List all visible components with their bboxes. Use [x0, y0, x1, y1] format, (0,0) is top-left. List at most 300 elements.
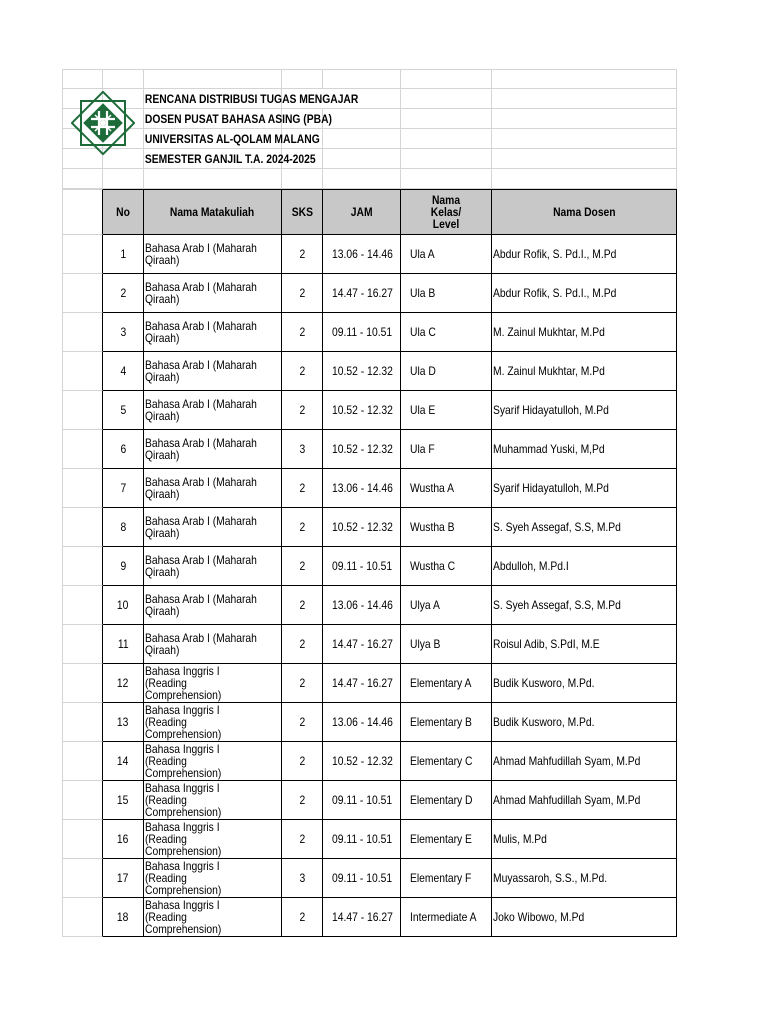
cell-no-text: 14	[117, 754, 129, 768]
cell-jam[interactable]	[323, 430, 401, 469]
cell-kelas[interactable]	[401, 664, 492, 703]
cell-kelas-text: Elementary D	[410, 793, 473, 807]
cell-sks[interactable]	[282, 508, 323, 547]
cell-matakuliah-text: Bahasa Inggris I (Reading Comprehension)	[145, 820, 222, 858]
cell[interactable]	[492, 89, 677, 109]
cell-dosen[interactable]	[492, 742, 677, 781]
cell-dosen[interactable]	[492, 781, 677, 820]
cell-sks-text: 2	[299, 637, 305, 651]
title-line-4: SEMESTER GANJIL T.A. 2024-2025	[144, 151, 316, 166]
cell-no-text: 12	[117, 676, 129, 690]
cell-dosen[interactable]	[492, 508, 677, 547]
cell-no[interactable]	[103, 274, 144, 313]
cell-jam[interactable]	[323, 625, 401, 664]
header-sks[interactable]	[282, 189, 323, 235]
cell-dosen-text: Mulis, M.Pd	[493, 832, 547, 846]
cell-kelas[interactable]	[401, 547, 492, 586]
cell[interactable]	[62, 664, 103, 703]
cell-dosen-text: Budik Kusworo, M.Pd.	[493, 676, 595, 690]
cell-jam-text: 09.11 - 10.51	[332, 559, 393, 573]
table-row	[62, 352, 678, 391]
cell-jam[interactable]	[323, 352, 401, 391]
cell-kelas-text: Ula C	[410, 325, 436, 339]
cell-dosen[interactable]	[492, 703, 677, 742]
cell[interactable]	[62, 625, 103, 664]
cell[interactable]	[282, 169, 323, 189]
cell-kelas-text: Elementary B	[410, 715, 472, 729]
cell-kelas-text: Ulya B	[410, 637, 441, 651]
cell-kelas[interactable]	[401, 508, 492, 547]
cell-dosen-text: Abdulloh, M.Pd.I	[493, 559, 569, 573]
cell-dosen[interactable]	[492, 313, 677, 352]
cell-matakuliah[interactable]	[144, 430, 282, 469]
cell[interactable]	[62, 430, 103, 469]
cell-sks[interactable]	[282, 625, 323, 664]
cell-jam[interactable]	[323, 313, 401, 352]
cell-kelas-text: Ulya A	[410, 598, 440, 612]
cell[interactable]	[62, 820, 103, 859]
cell-no-text: 16	[117, 832, 129, 846]
cell-no[interactable]	[103, 859, 144, 898]
cell-no[interactable]	[103, 703, 144, 742]
cell-kelas[interactable]	[401, 430, 492, 469]
table-header-row	[62, 189, 678, 235]
cell-dosen-text: M. Zainul Mukhtar, M.Pd	[493, 364, 605, 378]
header-kelas[interactable]	[401, 189, 492, 235]
cell-jam-text: 09.11 - 10.51	[332, 793, 393, 807]
cell-matakuliah-text: Bahasa Arab I (Maharah Qiraah)	[145, 319, 257, 345]
cell[interactable]	[323, 129, 401, 149]
cell-kelas-text: Ula F	[410, 442, 435, 456]
cell-no[interactable]	[103, 742, 144, 781]
cell-matakuliah[interactable]	[144, 352, 282, 391]
table-row	[62, 664, 678, 703]
cell-sks-text: 2	[299, 520, 305, 534]
cell-jam[interactable]	[323, 547, 401, 586]
cell-kelas-text: Ula B	[410, 286, 436, 300]
cell-kelas[interactable]	[401, 625, 492, 664]
cell[interactable]	[323, 69, 401, 89]
cell-jam-text: 13.06 - 14.46	[332, 481, 393, 495]
header-dosen-label: Nama Dosen	[552, 205, 616, 219]
header-kelas-label: Nama Kelas/ Level	[430, 193, 462, 231]
cell-dosen[interactable]	[492, 430, 677, 469]
cell-sks[interactable]	[282, 274, 323, 313]
cell-jam-text: 10.52 - 12.32	[332, 520, 393, 534]
cell-sks[interactable]	[282, 703, 323, 742]
cell-dosen[interactable]	[492, 391, 677, 430]
table-row	[62, 898, 678, 937]
cell[interactable]	[62, 469, 103, 508]
cell-sks[interactable]	[282, 820, 323, 859]
cell-dosen[interactable]	[492, 898, 677, 937]
university-logo-icon	[71, 91, 135, 155]
cell-no[interactable]	[103, 508, 144, 547]
cell-no-text: 17	[117, 871, 129, 885]
cell-sks[interactable]	[282, 547, 323, 586]
cell-matakuliah-text: Bahasa Arab I (Maharah Qiraah)	[145, 514, 257, 540]
cell-jam[interactable]	[323, 742, 401, 781]
sheet-row	[62, 169, 678, 189]
cell-no-text: 3	[120, 325, 126, 339]
table-row	[62, 430, 678, 469]
cell-matakuliah-text: Bahasa Arab I (Maharah Qiraah)	[145, 241, 257, 267]
cell-kelas-text: Wustha C	[410, 559, 456, 573]
cell[interactable]	[401, 109, 492, 129]
cell[interactable]	[492, 69, 677, 89]
cell-dosen-text: Syarif Hidayatulloh, M.Pd	[493, 403, 609, 417]
cell-matakuliah-text: Bahasa Inggris I (Reading Comprehension)	[145, 742, 222, 780]
cell-dosen[interactable]	[492, 859, 677, 898]
cell[interactable]	[492, 169, 677, 189]
cell-dosen-text: S. Syeh Assegaf, S.S, M.Pd	[493, 520, 621, 534]
cell-no[interactable]	[103, 235, 144, 274]
cell-dosen[interactable]	[492, 820, 677, 859]
table-row	[62, 703, 678, 742]
table-row	[62, 547, 678, 586]
cell-sks-text: 3	[299, 871, 305, 885]
cell-matakuliah-text: Bahasa Inggris I (Reading Comprehension)	[145, 703, 222, 741]
cell-jam[interactable]	[323, 586, 401, 625]
cell-sks-text: 2	[299, 715, 305, 729]
cell-no-text: 15	[117, 793, 129, 807]
table-row	[62, 586, 678, 625]
cell[interactable]	[401, 169, 492, 189]
cell-no-text: 4	[120, 364, 126, 378]
cell-jam-text: 09.11 - 10.51	[332, 325, 393, 339]
sheet-row	[62, 149, 678, 169]
cell[interactable]	[401, 149, 492, 169]
cell[interactable]	[62, 274, 103, 313]
cell-jam-text: 13.06 - 14.46	[332, 598, 393, 612]
cell[interactable]	[492, 109, 677, 129]
cell-jam[interactable]	[323, 274, 401, 313]
cell[interactable]	[103, 169, 144, 189]
sheet-row	[62, 109, 678, 129]
cell-dosen[interactable]	[492, 469, 677, 508]
header-jam[interactable]	[323, 189, 401, 235]
table-row	[62, 859, 678, 898]
cell-no-text: 13	[117, 715, 129, 729]
cell-no-text: 1	[120, 247, 126, 261]
header-jam-label: JAM	[350, 205, 373, 219]
cell-sks[interactable]	[282, 352, 323, 391]
cell-no-text: 2	[120, 286, 126, 300]
cell-matakuliah[interactable]	[144, 859, 282, 898]
cell-sks[interactable]	[282, 781, 323, 820]
cell-jam[interactable]	[323, 508, 401, 547]
cell-jam[interactable]	[323, 859, 401, 898]
cell-matakuliah[interactable]	[144, 781, 282, 820]
cell-no[interactable]	[103, 625, 144, 664]
cell-matakuliah-text: Bahasa Arab I (Maharah Qiraah)	[145, 436, 257, 462]
cell-jam-text: 10.52 - 12.32	[332, 364, 393, 378]
cell-jam-text: 10.52 - 12.32	[332, 403, 393, 417]
cell-sks[interactable]	[282, 469, 323, 508]
cell-matakuliah[interactable]	[144, 898, 282, 937]
cell-no[interactable]	[103, 898, 144, 937]
cell-kelas-text: Intermediate A	[410, 910, 477, 924]
cell-sks-text: 2	[299, 481, 305, 495]
cell-no-text: 8	[120, 520, 126, 534]
table-row	[62, 235, 678, 274]
cell-matakuliah[interactable]	[144, 391, 282, 430]
cell-no[interactable]	[103, 664, 144, 703]
cell-sks-text: 2	[299, 247, 305, 261]
cell-jam[interactable]	[323, 391, 401, 430]
cell-jam-text: 14.47 - 16.27	[332, 910, 393, 924]
cell[interactable]	[323, 169, 401, 189]
cell-kelas-text: Elementary E	[410, 832, 472, 846]
cell[interactable]	[401, 129, 492, 149]
cell-kelas[interactable]	[401, 898, 492, 937]
cell[interactable]	[62, 352, 103, 391]
cell[interactable]	[62, 859, 103, 898]
cell-sks[interactable]	[282, 859, 323, 898]
cell-no[interactable]	[103, 469, 144, 508]
title-line-1: RENCANA DISTRIBUSI TUGAS MENGAJAR	[144, 91, 359, 106]
cell-matakuliah[interactable]	[144, 664, 282, 703]
cell-dosen-text: Syarif Hidayatulloh, M.Pd	[493, 481, 609, 495]
cell-matakuliah[interactable]	[144, 820, 282, 859]
cell-no[interactable]	[103, 547, 144, 586]
header-no-label: No	[116, 205, 130, 219]
cell-jam-text: 13.06 - 14.46	[332, 715, 393, 729]
cell-jam-text: 14.47 - 16.27	[332, 637, 393, 651]
cell-jam[interactable]	[323, 781, 401, 820]
cell-matakuliah-text: Bahasa Arab I (Maharah Qiraah)	[145, 553, 257, 579]
cell[interactable]	[144, 69, 282, 89]
table-row	[62, 781, 678, 820]
cell[interactable]	[62, 742, 103, 781]
cell-dosen[interactable]	[492, 547, 677, 586]
cell-kelas[interactable]	[401, 469, 492, 508]
cell-sks[interactable]	[282, 586, 323, 625]
cell-matakuliah-text: Bahasa Inggris I (Reading Comprehension)	[145, 859, 222, 897]
cell-kelas[interactable]	[401, 313, 492, 352]
cell-matakuliah-text: Bahasa Arab I (Maharah Qiraah)	[145, 631, 257, 657]
cell[interactable]	[62, 391, 103, 430]
cell-dosen-text: Abdur Rofik, S. Pd.I., M.Pd	[493, 286, 617, 300]
cell-matakuliah-text: Bahasa Arab I (Maharah Qiraah)	[145, 592, 257, 618]
cell-dosen-text: M. Zainul Mukhtar, M.Pd	[493, 325, 605, 339]
cell-sks[interactable]	[282, 313, 323, 352]
cell-kelas[interactable]	[401, 235, 492, 274]
cell-jam-text: 10.52 - 12.32	[332, 754, 393, 768]
title-line-3: UNIVERSITAS AL-QOLAM MALANG	[144, 131, 320, 146]
cell-kelas[interactable]	[401, 781, 492, 820]
cell-no[interactable]	[103, 313, 144, 352]
header-matakuliah-label: Nama Matakuliah	[170, 205, 255, 219]
cell[interactable]	[401, 69, 492, 89]
cell-dosen[interactable]	[492, 586, 677, 625]
cell-matakuliah-text: Bahasa Inggris I (Reading Comprehension)	[145, 781, 222, 819]
cell-matakuliah[interactable]	[144, 508, 282, 547]
cell-sks[interactable]	[282, 235, 323, 274]
spreadsheet	[62, 69, 678, 937]
table-row	[62, 274, 678, 313]
cell-dosen-text: Ahmad Mahfudillah Syam, M.Pd	[493, 793, 641, 807]
cell-jam-text: 14.47 - 16.27	[332, 676, 393, 690]
table-row	[62, 313, 678, 352]
cell-kelas[interactable]	[401, 820, 492, 859]
cell-kelas-text: Wustha B	[410, 520, 455, 534]
cell-jam-text: 10.52 - 12.32	[332, 442, 393, 456]
table-row	[62, 625, 678, 664]
cell-no[interactable]	[103, 391, 144, 430]
cell-dosen-text: Muyassaroh, S.S., M.Pd.	[493, 871, 608, 885]
cell-sks-text: 2	[299, 754, 305, 768]
cell[interactable]	[62, 189, 103, 235]
cell-matakuliah[interactable]	[144, 469, 282, 508]
table-row	[62, 820, 678, 859]
cell-sks-text: 3	[299, 442, 305, 456]
cell-jam[interactable]	[323, 703, 401, 742]
cell-kelas[interactable]	[401, 391, 492, 430]
cell[interactable]	[492, 129, 677, 149]
cell-kelas-text: Elementary F	[410, 871, 472, 885]
cell-matakuliah[interactable]	[144, 625, 282, 664]
cell-jam[interactable]	[323, 664, 401, 703]
cell[interactable]	[62, 69, 103, 89]
cell-kelas[interactable]	[401, 742, 492, 781]
cell[interactable]	[62, 169, 103, 189]
table-row	[62, 469, 678, 508]
cell-sks-text: 2	[299, 286, 305, 300]
cell-jam[interactable]	[323, 820, 401, 859]
cell-jam-text: 09.11 - 10.51	[332, 871, 393, 885]
cell[interactable]	[103, 69, 144, 89]
cell-dosen[interactable]	[492, 235, 677, 274]
cell-no-text: 18	[117, 910, 129, 924]
cell-jam[interactable]	[323, 235, 401, 274]
cell-matakuliah[interactable]	[144, 274, 282, 313]
cell-dosen-text: Abdur Rofik, S. Pd.I., M.Pd	[493, 247, 617, 261]
cell-dosen-text: Muhammad Yuski, M,Pd	[493, 442, 605, 456]
header-dosen[interactable]	[492, 189, 677, 235]
cell-matakuliah[interactable]	[144, 742, 282, 781]
cell-matakuliah[interactable]	[144, 235, 282, 274]
cell-sks[interactable]	[282, 430, 323, 469]
cell[interactable]	[144, 169, 282, 189]
cell-sks-text: 2	[299, 676, 305, 690]
cell-kelas[interactable]	[401, 859, 492, 898]
cell[interactable]	[62, 781, 103, 820]
cell-dosen-text: Joko Wibowo, M.Pd	[493, 910, 585, 924]
cell-kelas-text: Ula E	[410, 403, 436, 417]
cell-matakuliah-text: Bahasa Inggris I (Reading Comprehension)	[145, 898, 222, 936]
cell-sks-text: 2	[299, 598, 305, 612]
cell-sks[interactable]	[282, 664, 323, 703]
cell-sks-text: 2	[299, 793, 305, 807]
cell[interactable]	[62, 586, 103, 625]
title-line-2-cell[interactable]	[144, 109, 332, 129]
cell[interactable]	[62, 313, 103, 352]
title-line-1-cell[interactable]	[144, 89, 359, 109]
cell-no-text: 11	[117, 637, 129, 651]
cell-no[interactable]	[103, 586, 144, 625]
cell-no-text: 5	[120, 403, 126, 417]
cell-jam[interactable]	[323, 898, 401, 937]
cell-kelas-text: Wustha A	[410, 481, 454, 495]
cell-dosen-text: Budik Kusworo, M.Pd.	[493, 715, 595, 729]
header-matakuliah[interactable]	[144, 189, 282, 235]
cell-matakuliah-text: Bahasa Arab I (Maharah Qiraah)	[145, 358, 257, 384]
cell-sks[interactable]	[282, 391, 323, 430]
cell[interactable]	[62, 508, 103, 547]
cell[interactable]	[62, 235, 103, 274]
cell-dosen-text: S. Syeh Assegaf, S.S, M.Pd	[493, 598, 621, 612]
cell-matakuliah[interactable]	[144, 586, 282, 625]
cell-no[interactable]	[103, 430, 144, 469]
cell-sks-text: 2	[299, 832, 305, 846]
cell-matakuliah-text: Bahasa Arab I (Maharah Qiraah)	[145, 475, 257, 501]
cell-kelas[interactable]	[401, 274, 492, 313]
title-line-3-cell[interactable]	[144, 129, 320, 149]
sheet-row	[62, 69, 678, 89]
cell-kelas[interactable]	[401, 703, 492, 742]
cell-dosen[interactable]	[492, 664, 677, 703]
cell-dosen[interactable]	[492, 274, 677, 313]
cell-kelas-text: Ula D	[410, 364, 436, 378]
cell-kelas-text: Elementary A	[410, 676, 472, 690]
cell-no-text: 9	[120, 559, 126, 573]
cell[interactable]	[401, 89, 492, 109]
cell-kelas-text: Elementary C	[410, 754, 473, 768]
cell-kelas[interactable]	[401, 586, 492, 625]
cell-sks-text: 2	[299, 910, 305, 924]
cell-dosen[interactable]	[492, 352, 677, 391]
table-row	[62, 508, 678, 547]
cell-no[interactable]	[103, 820, 144, 859]
cell[interactable]	[492, 149, 677, 169]
cell-no[interactable]	[103, 781, 144, 820]
cell-matakuliah[interactable]	[144, 547, 282, 586]
cell-matakuliah[interactable]	[144, 313, 282, 352]
cell-sks[interactable]	[282, 898, 323, 937]
cell-jam-text: 14.47 - 16.27	[332, 286, 393, 300]
cell-sks-text: 2	[299, 364, 305, 378]
cell-sks[interactable]	[282, 742, 323, 781]
cell[interactable]	[62, 898, 103, 937]
cell-jam-text: 09.11 - 10.51	[332, 832, 393, 846]
cell-no[interactable]	[103, 352, 144, 391]
cell[interactable]	[62, 547, 103, 586]
cell-no-text: 10	[117, 598, 129, 612]
cell-jam[interactable]	[323, 469, 401, 508]
cell-sks-text: 2	[299, 559, 305, 573]
cell-sks-text: 2	[299, 403, 305, 417]
cell-no-text: 6	[120, 442, 126, 456]
cell-dosen-text: Roisul Adib, S.PdI, M.E	[493, 637, 600, 651]
table-row	[62, 742, 678, 781]
cell-matakuliah-text: Bahasa Inggris I (Reading Comprehension)	[145, 664, 222, 702]
cell-dosen[interactable]	[492, 625, 677, 664]
cell[interactable]	[323, 149, 401, 169]
title-line-2: DOSEN PUSAT BAHASA ASING (PBA)	[144, 111, 332, 126]
cell-kelas[interactable]	[401, 352, 492, 391]
table-body	[62, 235, 678, 937]
cell[interactable]	[282, 69, 323, 89]
title-line-4-cell[interactable]	[144, 149, 316, 169]
cell[interactable]	[323, 109, 401, 129]
sheet-row	[62, 129, 678, 149]
cell[interactable]	[62, 703, 103, 742]
header-no[interactable]	[103, 189, 144, 235]
cell-matakuliah[interactable]	[144, 703, 282, 742]
header-sks-label: SKS	[291, 205, 313, 219]
sheet-row	[62, 89, 678, 109]
